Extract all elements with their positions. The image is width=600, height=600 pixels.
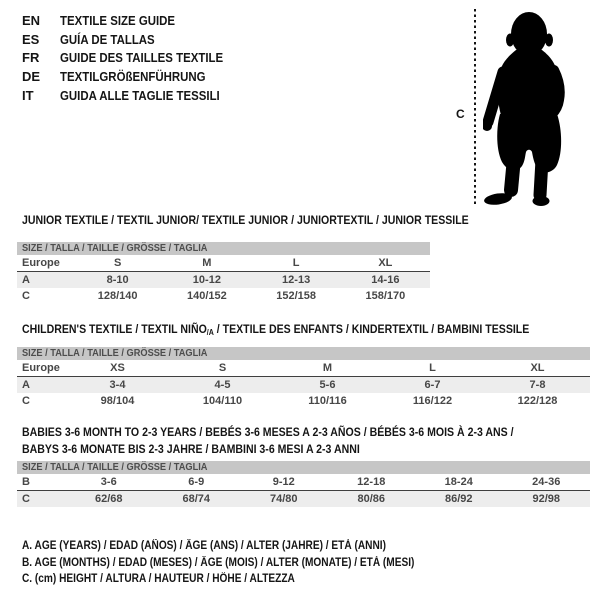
table-cell: 18-24 (444, 476, 473, 488)
language-row-es (22, 31, 245, 50)
babies-table-title: BABIES 3-6 MONTH TO 2-3 YEARS / BEBÉS 3-6 MESES A 2-3 AÑOS / BÉBÉS 3-6 MOIS À 2-3 ANS / BABYS 3-6 MONATE BIS 2-3 JAHRE / BAMBINI 3-6 MESI A 2-3 ANNI (22, 425, 514, 456)
table-cell: 110/116 (308, 395, 347, 407)
language-title: GUIDA ALLE TAGLIE TESSILI (60, 87, 220, 103)
language-title: GUIDE DES TAILLES TEXTILE (60, 50, 224, 66)
children-size-table (17, 347, 590, 409)
table-row (17, 393, 590, 409)
table-cell: 86/92 (444, 493, 473, 505)
footnote-height: C. (cm) HEIGHT / ALTURA / HAUTEUR / HÖHE / ALTEZZA (22, 573, 295, 586)
table-cell: M (322, 362, 333, 374)
table-cell: XL (378, 257, 393, 269)
baby-silhouette-icon (483, 10, 567, 207)
size-header-bar: SIZE / TALLA / TAILLE / GRÖSSE / TAGLIA (17, 242, 430, 255)
language-title: GUÍA DE TALLAS (60, 31, 155, 47)
table-cell: L (429, 362, 436, 374)
language-row-de (22, 68, 245, 87)
table-cell: 80/86 (357, 493, 386, 505)
babies-size-table (17, 461, 590, 507)
table-cell: 24-36 (532, 476, 561, 488)
row-label: C (22, 395, 30, 407)
table-cell: 116/122 (412, 395, 453, 407)
language-title-list (22, 12, 245, 105)
table-cell: 152/158 (276, 290, 316, 302)
table-cell: 92/98 (532, 493, 561, 505)
junior-size-table (17, 242, 430, 304)
language-row-fr (22, 49, 245, 68)
table-row (17, 491, 590, 507)
table-cell: 10-12 (192, 274, 221, 286)
table-cell: XS (110, 362, 125, 374)
language-row-it (22, 87, 245, 106)
language-code: EN (22, 13, 41, 28)
language-row-en (22, 12, 245, 31)
table-cell: 12-13 (282, 274, 311, 286)
children-table-title: CHILDREN'S TEXTILE / TEXTIL $NIÑO_{/A}$ / TEXTILE DES ENFANTS / KINDERTEXTIL / BAMBINI TESSILE (22, 322, 530, 337)
table-cell: S (218, 362, 227, 374)
table-cell: 3-6 (100, 476, 117, 488)
table-cell: 62/68 (94, 493, 123, 505)
table-cell: 9-12 (272, 476, 295, 488)
table-row (17, 474, 590, 491)
row-label: B (22, 476, 30, 488)
height-measure-label: C (456, 107, 465, 121)
height-dotted-line (474, 9, 476, 207)
table-cell: 3-4 (109, 379, 126, 391)
table-cell: 8-10 (106, 274, 129, 286)
table-row (17, 255, 430, 272)
table-cell: 74/80 (269, 493, 298, 505)
table-cell: 68/74 (182, 493, 211, 505)
language-code: IT (22, 87, 34, 103)
language-code: FR (22, 50, 40, 66)
legend-footnotes (22, 538, 468, 588)
row-label: C (22, 493, 30, 505)
row-label: Europe (22, 257, 60, 269)
language-code: ES (22, 31, 40, 47)
table-row (17, 360, 590, 377)
size-header-bar: SIZE / TALLA / TAILLE / GRÖSSE / TAGLIA (17, 461, 590, 474)
size-header-bar: SIZE / TALLA / TAILLE / GRÖSSE / TAGLIA (17, 347, 590, 360)
table-cell: L (292, 257, 300, 269)
language-code: DE (22, 69, 41, 85)
table-cell: 140/152 (186, 290, 227, 302)
table-cell: 122/128 (517, 395, 558, 407)
row-label: C (22, 290, 30, 302)
subscript-a: /A (206, 328, 214, 337)
table-cell: 12-18 (357, 476, 386, 488)
table-cell: S (113, 257, 122, 269)
table-cell: 7-8 (529, 379, 546, 391)
table-row (17, 272, 430, 288)
table-cell: 6-9 (188, 476, 205, 488)
table-cell: 5-6 (319, 379, 336, 391)
footnote-age-years: A. AGE (YEARS) / EDAD (AÑOS) / ÂGE (ANS) / ALTER (JAHRE) / ETÀ (ANNI) (22, 540, 386, 552)
language-title: TEXTILGRÖßENFÜHRUNG (60, 69, 206, 85)
table-cell: 98/104 (100, 395, 135, 407)
row-label: A (22, 379, 30, 391)
table-cell: 4-5 (214, 379, 231, 391)
table-row (17, 288, 430, 304)
junior-table-title: JUNIOR TEXTILE / TEXTIL JUNIOR/ TEXTILE JUNIOR / JUNIORTEXTIL / JUNIOR TESSILE (22, 213, 469, 227)
table-cell: 128/140 (97, 290, 138, 302)
table-cell: 104/110 (202, 395, 243, 407)
table-cell: 6-7 (424, 379, 441, 391)
table-cell: XL (530, 362, 545, 374)
table-row (17, 377, 590, 393)
table-cell: 158/170 (365, 290, 406, 302)
row-label: Europe (22, 362, 60, 374)
language-title: TEXTILE SIZE GUIDE (60, 13, 176, 28)
footnote-age-months: B. AGE (MONTHS) / EDAD (MESES) / ÂGE (MOIS) / ALTER (MONATE) / ETÀ (MESI) (22, 556, 415, 569)
table-cell: 14-16 (371, 274, 400, 286)
row-label: A (22, 274, 30, 286)
table-cell: M (202, 257, 212, 269)
